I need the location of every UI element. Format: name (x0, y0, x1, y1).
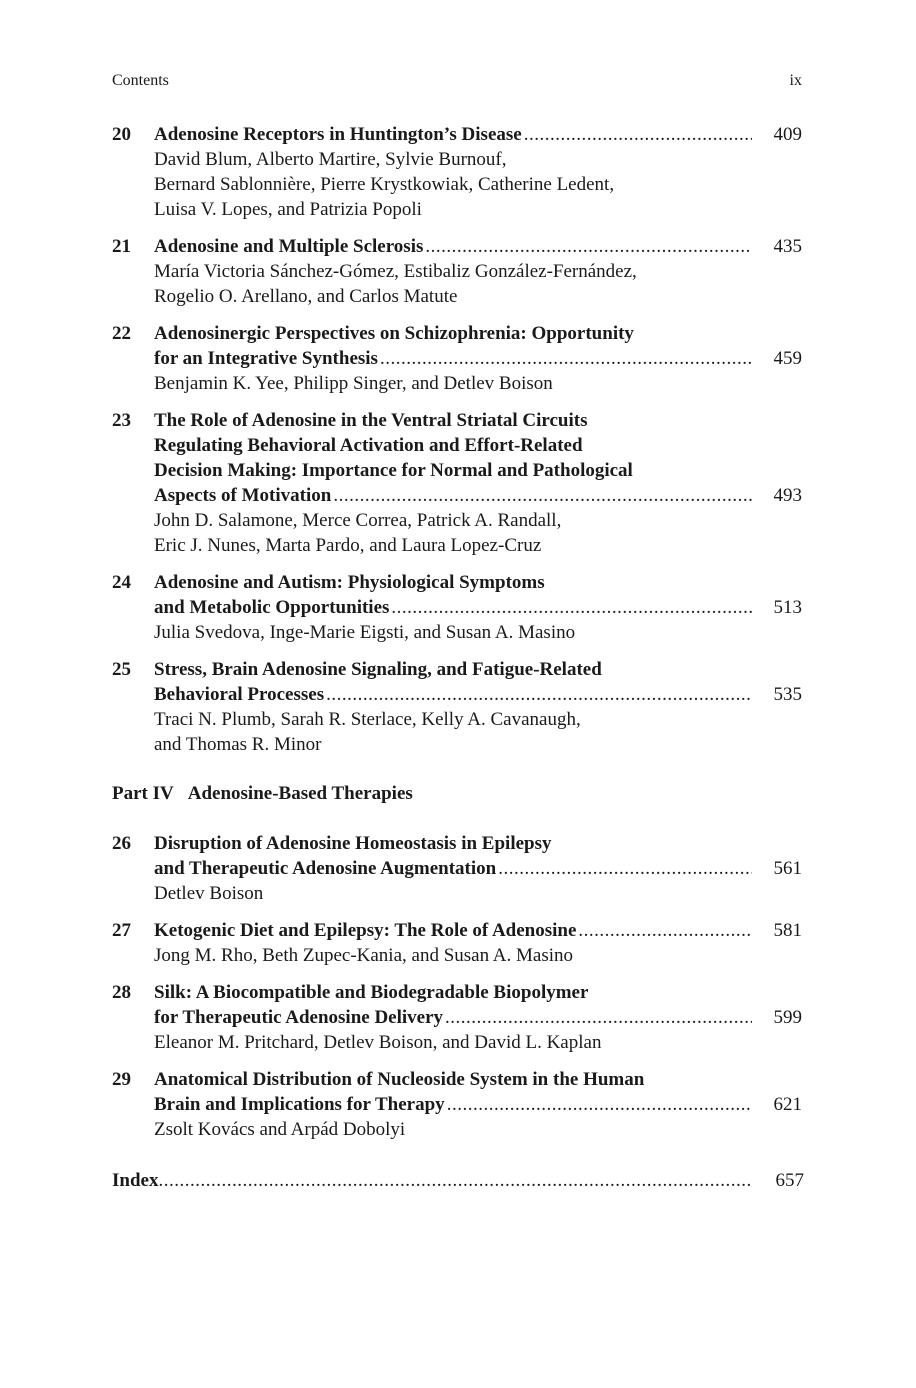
chapter-authors-line: Zsolt Kovács and Arpád Dobolyi (154, 1119, 406, 1140)
toc-entry[interactable] (112, 1067, 804, 1142)
running-head (112, 72, 804, 94)
table-of-contents (112, 122, 804, 1193)
chapter-title-text: and Metabolic Opportunities (154, 597, 390, 618)
entry-body (154, 570, 752, 645)
chapter-title-line: The Role of Adenosine in the Ventral Striatal Circuits (154, 410, 588, 431)
chapter-title-line: Disruption of Adenosine Homeostasis in Epilepsy (154, 833, 552, 854)
toc-entries-group (112, 831, 804, 1142)
entry-body (154, 321, 752, 396)
chapter-title-line: Adenosine and Autism: Physiological Symptoms (154, 572, 545, 593)
chapter-authors-line: Eric J. Nunes, Marta Pardo, and Laura Lopez-Cruz (154, 535, 542, 556)
chapter-title-final-line (154, 856, 752, 881)
toc-entry[interactable] (112, 918, 804, 968)
chapter-title-text: and Therapeutic Adenosine Augmentation (154, 858, 497, 879)
chapter-title-text: for an Integrative Synthesis (154, 348, 378, 369)
chapter-page-number: 561 (773, 858, 802, 879)
toc-entry[interactable] (112, 831, 804, 906)
entry-body (154, 980, 752, 1055)
chapter-number: 29 (112, 1069, 131, 1090)
dot-leader (391, 595, 752, 620)
chapter-title-text: Ketogenic Diet and Epilepsy: The Role of Adenosine (154, 920, 577, 941)
chapter-authors-line: David Blum, Alberto Martire, Sylvie Burnouf, (154, 149, 507, 170)
chapter-number: 20 (112, 124, 131, 145)
chapter-number: 27 (112, 920, 131, 941)
chapter-authors-line: John D. Salamone, Merce Correa, Patrick A. Randall, (154, 510, 562, 531)
toc-entry[interactable] (112, 657, 804, 757)
toc-entries-group (112, 122, 804, 757)
chapter-page-number: 535 (773, 684, 802, 705)
toc-entry[interactable] (112, 570, 804, 645)
chapter-title-line: Anatomical Distribution of Nucleoside System in the Human (154, 1069, 645, 1090)
chapter-title-line: Adenosinergic Perspectives on Schizophrenia: Opportunity (154, 323, 634, 344)
running-head-title: Contents (112, 72, 169, 89)
toc-entry[interactable] (112, 408, 804, 558)
toc-entry[interactable] (112, 980, 804, 1055)
part-title: Adenosine-Based Therapies (187, 783, 413, 804)
chapter-title-text: Adenosine and Multiple Sclerosis (154, 236, 424, 257)
chapter-number: 26 (112, 833, 131, 854)
chapter-page-number: 513 (773, 597, 802, 618)
chapter-title-final-line (154, 1092, 752, 1117)
chapter-authors-line: Eleanor M. Pritchard, Detlev Boison, and David L. Kaplan (154, 1032, 602, 1053)
toc-entry[interactable] (112, 234, 804, 309)
chapter-authors-line: Detlev Boison (154, 883, 264, 904)
chapter-page-number: 409 (773, 124, 802, 145)
chapter-number: 23 (112, 410, 131, 431)
chapter-number: 22 (112, 323, 131, 344)
toc-entry[interactable] (112, 122, 804, 222)
chapter-page-number: 581 (773, 920, 802, 941)
chapter-title-line: Regulating Behavioral Activation and Effort-Related (154, 435, 583, 456)
chapter-authors-line: and Thomas R. Minor (154, 734, 322, 755)
dot-leader (445, 1005, 752, 1030)
chapter-page-number: 493 (773, 485, 802, 506)
dot-leader (524, 122, 752, 147)
dot-leader (326, 682, 752, 707)
chapter-authors-line: Jong M. Rho, Beth Zupec-Kania, and Susan A. Masino (154, 945, 574, 966)
entry-body (154, 234, 752, 309)
chapter-authors-line: Rogelio O. Arellano, and Carlos Matute (154, 286, 458, 307)
chapter-number: 21 (112, 236, 131, 257)
entry-body (154, 918, 752, 968)
chapter-title-line: Decision Making: Importance for Normal and Pathological (154, 460, 633, 481)
chapter-page-number: 621 (773, 1094, 802, 1115)
chapter-authors-line: Traci N. Plumb, Sarah R. Sterlace, Kelly A. Cavanaugh, (154, 709, 581, 730)
dot-leader (498, 856, 752, 881)
chapter-authors-line: Benjamin K. Yee, Philipp Singer, and Detlev Boison (154, 373, 553, 394)
dot-leader (425, 234, 752, 259)
chapter-title-text: for Therapeutic Adenosine Delivery (154, 1007, 444, 1028)
chapter-authors-line: María Victoria Sánchez-Gómez, Estibaliz González-Fernández, (154, 261, 637, 282)
chapter-title-final-line (154, 1005, 752, 1030)
index-page-number: 657 (775, 1170, 804, 1191)
dot-leader (158, 1168, 752, 1193)
entry-body (154, 122, 752, 222)
chapter-title-line: Silk: A Biocompatible and Biodegradable Biopolymer (154, 982, 589, 1003)
toc-index-entry[interactable] (112, 1168, 804, 1193)
chapter-title-text: Adenosine Receptors in Huntington’s Disease (154, 124, 522, 145)
chapter-authors-line: Julia Svedova, Inge-Marie Eigsti, and Susan A. Masino (154, 622, 576, 643)
dot-leader (333, 483, 752, 508)
part-heading (112, 781, 804, 806)
chapter-title-final-line (154, 483, 752, 508)
part-number: Part IV (112, 783, 174, 804)
entry-body (154, 831, 752, 906)
chapter-title-text: Aspects of Motivation (154, 485, 332, 506)
chapter-title-final-line (154, 682, 752, 707)
chapter-title-final-line (154, 122, 752, 147)
entry-body (154, 408, 752, 558)
toc-entry[interactable] (112, 321, 804, 396)
chapter-number: 28 (112, 982, 131, 1003)
dot-leader (380, 346, 752, 371)
chapter-page-number: 435 (773, 236, 802, 257)
chapter-title-final-line (154, 346, 752, 371)
index-label: Index (112, 1170, 159, 1191)
chapter-title-text: Brain and Implications for Therapy (154, 1094, 445, 1115)
entry-body (154, 657, 752, 757)
chapter-title-line: Stress, Brain Adenosine Signaling, and Fatigue-Related (154, 659, 602, 680)
chapter-number: 24 (112, 572, 131, 593)
dot-leader (447, 1092, 752, 1117)
chapter-page-number: 599 (773, 1007, 802, 1028)
running-head-page-number: ix (789, 72, 802, 89)
chapter-authors-line: Luisa V. Lopes, and Patrizia Popoli (154, 199, 422, 220)
dot-leader (578, 918, 752, 943)
chapter-title-final-line (154, 234, 752, 259)
entry-body (154, 1067, 752, 1142)
chapter-number: 25 (112, 659, 131, 680)
chapter-page-number: 459 (773, 348, 802, 369)
chapter-title-text: Behavioral Processes (154, 684, 325, 705)
chapter-title-final-line (154, 595, 752, 620)
chapter-title-final-line (154, 918, 752, 943)
chapter-authors-line: Bernard Sablonnière, Pierre Krystkowiak, Catherine Ledent, (154, 174, 615, 195)
